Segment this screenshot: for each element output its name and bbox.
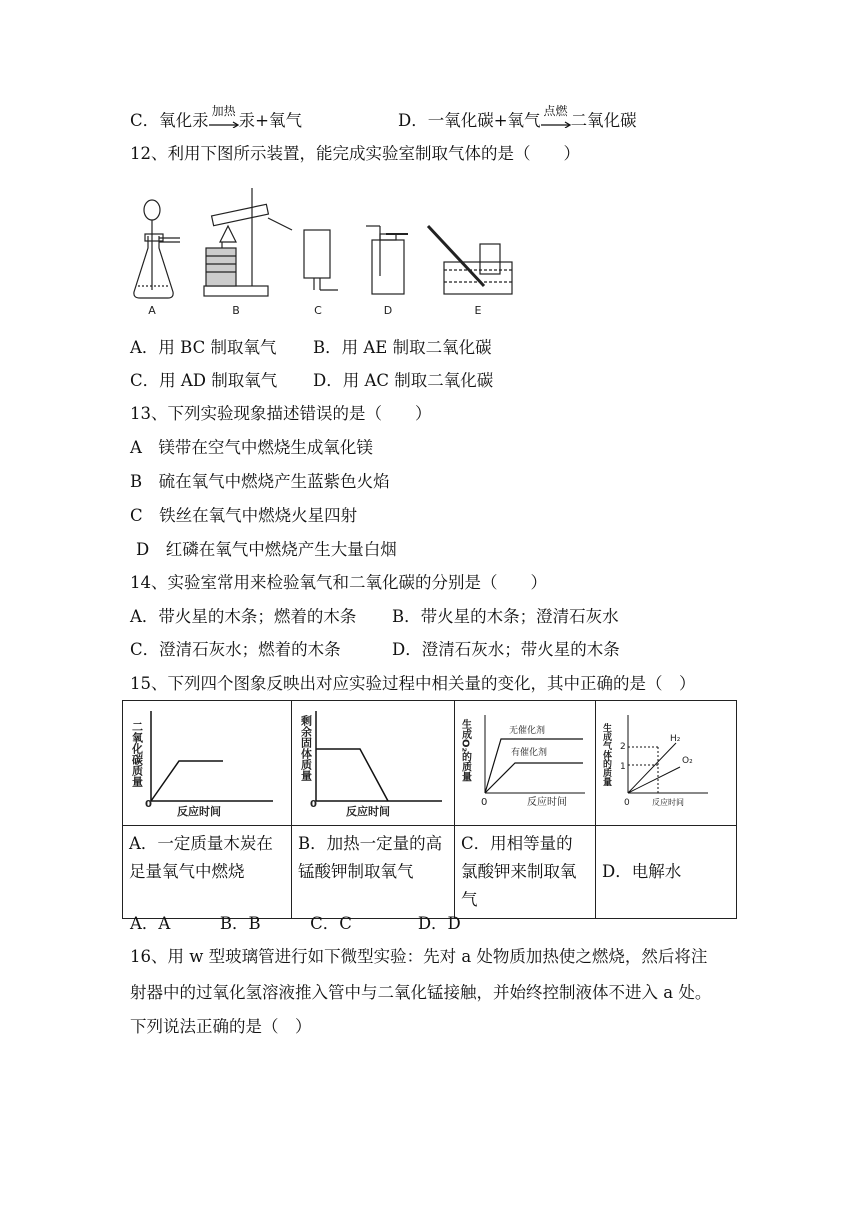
q13-option-b: B 硫在氧气中燃烧产生蓝紫色火焰 xyxy=(130,472,390,491)
q11-d-condition xyxy=(541,104,571,132)
q13-option-d: D 红磷在氧气中燃烧产生大量白烟 xyxy=(136,540,397,559)
q14-option-d: D．澄清石灰水；带火星的木条 xyxy=(392,640,620,659)
graph-c-cell xyxy=(455,701,596,826)
q11-c-right: 汞+氧气 xyxy=(238,111,302,130)
graph-d-tick-2: 2 xyxy=(620,742,626,752)
q11-option-d xyxy=(398,104,637,132)
graph-d-o2-line xyxy=(628,767,680,793)
graph-c-origin: 0 xyxy=(481,797,488,808)
graph-b-origin: 0 xyxy=(310,799,317,810)
apparatus-c-icon xyxy=(304,230,338,290)
graph-a-xlabel: 反应时间 xyxy=(177,805,221,818)
apparatus-a-icon xyxy=(134,200,180,298)
q13-stem: 13、下列实验现象描述错误的是（ ） xyxy=(130,404,432,423)
graph-b-curve xyxy=(316,749,388,801)
q14-option-a: A．带火星的木条；燃着的木条 xyxy=(130,607,357,626)
graph-b xyxy=(292,701,454,825)
graph-a-origin: 0 xyxy=(145,799,152,810)
label-d: D xyxy=(383,304,393,317)
q12-stem: 12、利用下图所示装置，能完成实验室制取气体的是（ ） xyxy=(130,144,580,163)
graph-c-xlabel: 反应时间 xyxy=(527,797,567,808)
graph-b-ylabel: 剩余固体质量 xyxy=(299,715,313,781)
label-c: C xyxy=(314,304,322,317)
graph-c-curve2-label: 有催化剂 xyxy=(511,748,548,758)
q12-option-a: A．用 BC 制取氧气 xyxy=(130,338,277,357)
graph-a-caption: A．一定质量木炭在足量氧气中燃烧 xyxy=(123,826,292,919)
apparatus-labels xyxy=(148,304,481,317)
q11-c-left: C．氧化汞 xyxy=(130,111,209,130)
graph-c-ylabel: 生成O₂的质量 xyxy=(459,719,471,782)
graph-c-caption: C．用相等量的氯酸钾来制取氧气 xyxy=(455,826,596,919)
q14-option-c: C．澄清石灰水；燃着的木条 xyxy=(130,640,341,659)
graph-b-caption: B．加热一定量的高锰酸钾制取氧气 xyxy=(292,826,455,919)
graph-b-xlabel: 反应时间 xyxy=(346,805,390,818)
q11-d-right: 二氧化碳 xyxy=(570,111,637,130)
q11-d-left: D．一氧化碳+氧气 xyxy=(398,111,541,130)
apparatus-d-icon xyxy=(366,226,408,294)
graph-d-tick-1: 1 xyxy=(620,762,626,772)
apparatus-e-icon xyxy=(428,226,512,294)
graph-c xyxy=(455,701,595,825)
graph-a xyxy=(123,701,291,825)
q16-line-1: 16、用 w 型玻璃管进行如下微型实验：先对 a 处物质加热使之燃烧，然后将注 xyxy=(130,947,708,966)
graph-d-h2-line xyxy=(628,743,676,793)
label-b: B xyxy=(232,304,240,317)
graph-d-ylabel: 生成气体的质量 xyxy=(601,723,611,786)
graph-d-cell xyxy=(596,701,737,826)
graph-d xyxy=(596,701,736,825)
q11-d-cond-text: 点燃 xyxy=(543,104,568,118)
q13-option-c: C 铁丝在氧气中燃烧火星四射 xyxy=(130,506,358,525)
apparatus-b-icon xyxy=(204,188,292,296)
q15-stem: 15、下列四个图象反映出对应实验过程中相关量的变化，其中正确的是（ ） xyxy=(130,674,696,693)
graph-d-caption: D．电解水 xyxy=(596,826,737,919)
graph-a-ylabel: 二氧化碳质量 xyxy=(130,721,144,787)
q12-option-b: B．用 AE 制取二氧化碳 xyxy=(313,338,492,357)
label-e: E xyxy=(474,304,482,317)
graph-a-cell xyxy=(123,701,292,826)
graph-c-curve1-label: 无催化剂 xyxy=(509,726,546,736)
label-a: A xyxy=(148,304,156,317)
q11-c-condition xyxy=(209,104,239,132)
q15-graph-table xyxy=(122,700,737,919)
q11-option-c xyxy=(130,104,302,132)
q14-option-b: B．带火星的木条；澄清石灰水 xyxy=(392,607,619,626)
q12-apparatus-figure xyxy=(128,186,528,318)
q16-line-3: 下列说法正确的是（ ） xyxy=(130,1017,312,1036)
q16-line-2: 射器中的过氧化氢溶液推入管中与二氧化锰接触，并始终控制液体不进入 a 处。 xyxy=(130,983,712,1002)
graph-d-xlabel: 反应时间 xyxy=(652,798,684,807)
graph-d-h2-label: H₂ xyxy=(670,734,681,744)
graph-a-curve xyxy=(151,761,223,801)
graph-d-o2-label: O₂ xyxy=(682,756,693,766)
graph-c-curve2 xyxy=(485,763,583,793)
q12-option-c: C．用 AD 制取氧气 xyxy=(130,371,278,390)
graph-b-cell xyxy=(292,701,455,826)
q14-stem: 14、实验室常用来检验氧气和二氧化碳的分别是（ ） xyxy=(130,573,547,592)
q13-option-a: A 镁带在空气中燃烧生成氧化镁 xyxy=(130,438,373,457)
q15-options: A．A B．B C．C D．D xyxy=(130,914,461,933)
graph-d-origin: 0 xyxy=(624,798,630,808)
q12-option-d: D．用 AC 制取二氧化碳 xyxy=(313,371,494,390)
q11-c-cond-text: 加热 xyxy=(211,104,236,118)
